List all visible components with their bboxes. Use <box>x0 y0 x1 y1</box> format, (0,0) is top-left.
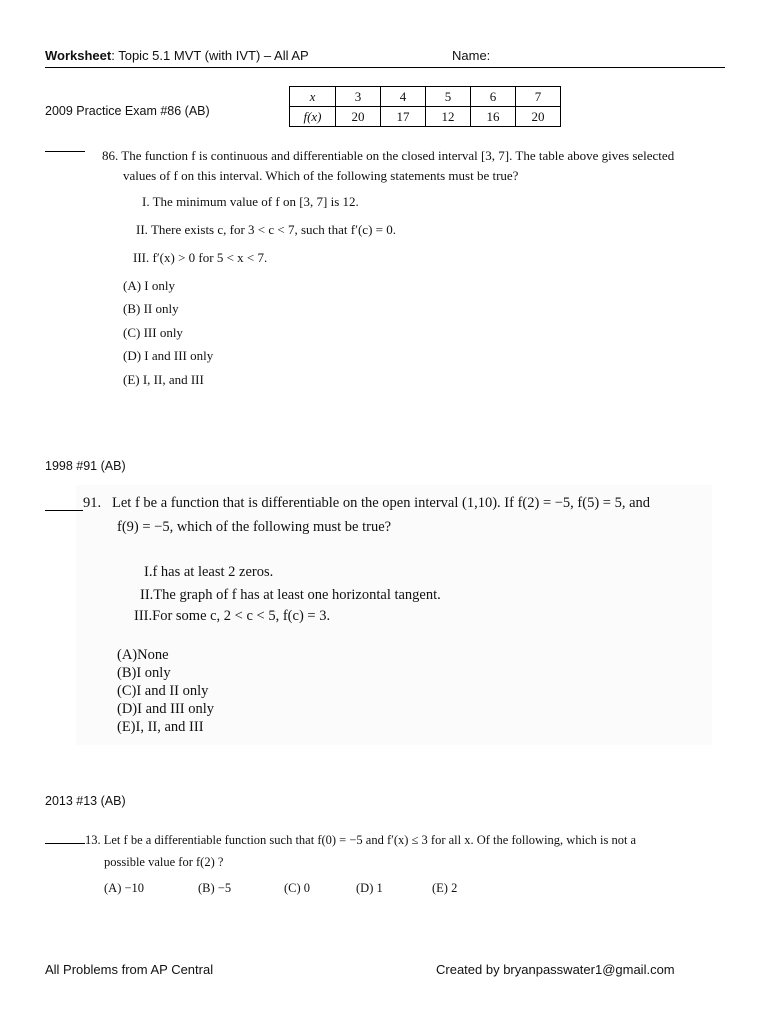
q91-stem-line2: f(9) = −5, which of the following must be true? <box>117 519 392 535</box>
q86-statement-3: III. f′(x) > 0 for 5 < x < 7. <box>133 250 268 265</box>
table-cell: 12 <box>426 107 471 127</box>
q91-statement-2: II.The graph of f has at least one horizontal tangent. <box>140 587 441 603</box>
q86-statement-2: II. There exists c, for 3 < c < 7, such that f′(c) = 0. <box>136 222 396 237</box>
q91-number: 91. <box>83 495 102 511</box>
q86-choice-a[interactable]: (A) I only <box>123 278 175 293</box>
table-cell: 6 <box>471 87 516 107</box>
table-cell: 4 <box>381 87 426 107</box>
q91-choice-c[interactable]: (C)I and II only <box>117 683 209 699</box>
q13-choice-a[interactable]: (A) −10 <box>104 881 145 895</box>
q91-statement-3: III.For some c, 2 < c < 5, f(c) = 3. <box>134 608 331 624</box>
worksheet-label: Worksheet <box>45 48 112 63</box>
footer-credit: Created by bryanpasswater1@gmail.com <box>436 962 675 977</box>
q91-stem-line1 <box>83 492 650 514</box>
table-cell: 20 <box>336 107 381 127</box>
table-cell: 3 <box>336 87 381 107</box>
table-header-x: x <box>290 87 336 107</box>
q13-choice-e[interactable]: (E) 2 <box>432 881 458 895</box>
table-cell: 17 <box>381 107 426 127</box>
q13-choice-d[interactable]: (D) 1 <box>356 881 383 895</box>
q13-answer-blank[interactable] <box>45 843 85 844</box>
table-row <box>290 87 561 107</box>
worksheet-topic: : Topic 5.1 MVT (with IVT) – All AP <box>111 48 309 63</box>
q13-stem-line2: possible value for f(2) ? <box>104 855 224 869</box>
q13-source-label: 2013 #13 (AB) <box>45 794 126 808</box>
q13-choice-b[interactable]: (B) −5 <box>198 881 232 895</box>
q86-choice-d[interactable]: (D) I and III only <box>123 348 214 363</box>
header-rule <box>45 67 725 68</box>
q91-choice-e[interactable]: (E)I, II, and III <box>117 719 204 735</box>
q86-stem-line2: values of f on this interval. Which of the following statements must be true? <box>123 168 519 183</box>
q13-stem-line1 <box>85 830 636 850</box>
q91-choice-b[interactable]: (B)I only <box>117 665 171 681</box>
q86-answer-blank[interactable] <box>45 151 85 152</box>
q86-number: 86. <box>102 148 119 163</box>
q91-choice-a[interactable]: (A)None <box>117 647 169 663</box>
q86-source-label: 2009 Practice Exam #86 (AB) <box>45 104 210 118</box>
table-row <box>290 107 561 127</box>
q91-stem-text1: Let f be a function that is differentiable on the open interval (1,10). If f(2) = −5, f(5) = 5, and <box>112 495 651 511</box>
q86-choice-c[interactable]: (C) III only <box>123 325 183 340</box>
table-cell: 5 <box>426 87 471 107</box>
q86-choice-e[interactable]: (E) I, II, and III <box>123 372 204 387</box>
values-table <box>289 86 561 127</box>
table-header-fx: f(x) <box>290 107 336 127</box>
worksheet-title <box>45 48 309 63</box>
q86-choice-b[interactable]: (B) II only <box>123 301 179 316</box>
q91-answer-blank[interactable] <box>45 510 83 511</box>
q13-number: 13. <box>85 833 101 847</box>
q91-source-label: 1998 #91 (AB) <box>45 459 126 473</box>
table-cell: 7 <box>516 87 561 107</box>
q91-choice-d[interactable]: (D)I and III only <box>117 701 215 717</box>
q91-statement-1: I.f has at least 2 zeros. <box>144 564 274 580</box>
table-cell: 16 <box>471 107 516 127</box>
footer-source: All Problems from AP Central <box>45 962 214 977</box>
q86-stem-line1 <box>102 146 674 166</box>
q13-stem-text1: Let f be a differentiable function such that f(0) = −5 and f′(x) ≤ 3 for all x. Of the following, which is not a <box>103 833 637 847</box>
q13-choice-c[interactable]: (C) 0 <box>284 881 311 895</box>
name-label: Name: <box>452 48 491 63</box>
q86-stem-text1: The function f is continuous and differentiable on the closed interval [3, 7]. The table above gives selected <box>121 148 675 163</box>
q86-statement-1: I. The minimum value of f on [3, 7] is 12. <box>142 194 359 209</box>
table-cell: 20 <box>516 107 561 127</box>
